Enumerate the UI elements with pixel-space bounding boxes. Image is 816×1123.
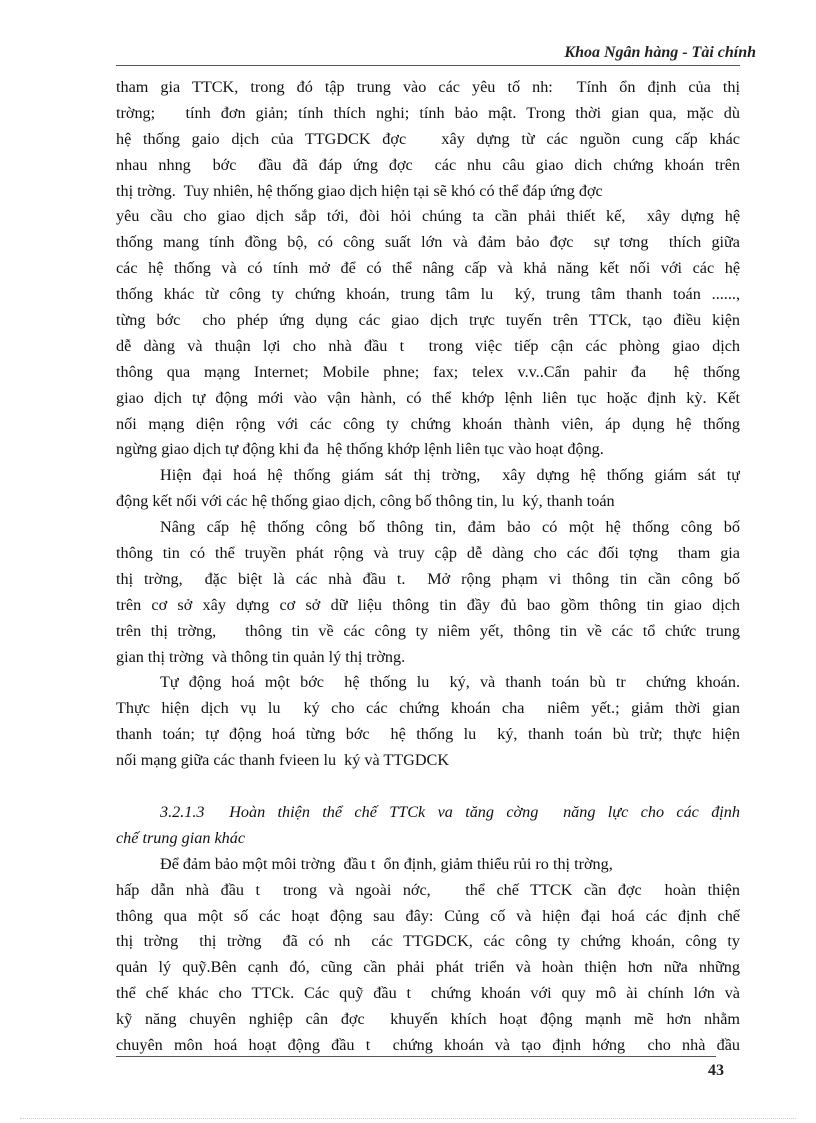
- paragraph-1: [116, 75, 740, 463]
- text-line: thị trờng. Tuy nhiên, hệ thống giao dịch hiện tại sẽ khó có thể đáp ứng đợc: [116, 181, 603, 200]
- text-line: Để đảm bảo một môi trờng đầu t ổn định, giảm thiểu rủi ro thị trờng,: [160, 854, 613, 873]
- text-line: thống mang tính đồng bộ, có công suất lớn và đảm bảo đợc sự tơng thích giữa: [116, 233, 740, 252]
- text-line: thông qua một số các hoạt động sau đây: Củng cố và hiện đại hoá các định chế: [116, 906, 740, 925]
- page-body: [116, 75, 740, 1059]
- text-line: giao dịch tự động mới vào vận hành, có thể khớp lệnh liên tục hoặc định kỳ. Kết: [116, 388, 740, 407]
- text-line: thị trờng, đặc biệt là các nhà đầu t. Mở rộng phạm vi thông tin cần công bố: [116, 569, 740, 588]
- text-line: yêu cầu cho giao dịch sắp tới, đòi hỏi chúng ta cần phải thiết kế, xây dựng hệ: [116, 207, 740, 226]
- text-line: chuyên môn hoá hoạt động đầu t chứng khoán và tạo định hớng cho nhà đầu: [116, 1035, 740, 1054]
- text-line: thị trờng thị trờng đã có nh các TTGDCK, các công ty chứng khoán, công ty: [116, 932, 740, 951]
- text-line: thông qua mạng Internet; Mobile phne; fax; telex v.v..Cẩn pahir đa hệ thống: [116, 362, 740, 381]
- text-line: thông tin có thể truyền phát rộng và truy cập dễ dàng cho các đối tợng tham gia: [116, 544, 740, 563]
- text-line: Hiện đại hoá hệ thống giám sát thị trờng, xây dựng hệ thống giám sát tự: [160, 466, 740, 485]
- text-line: Thực hiện dịch vụ lu ký cho các chứng khoán cha niêm yết.; giảm thời gian: [116, 699, 740, 718]
- heading-line: 3.2.1.3 Hoàn thiện thể chế TTCk va tăng cờng năng lực cho các định: [160, 802, 740, 821]
- text-line: gian thị trờng và thông tin quản lý thị trờng.: [116, 647, 406, 666]
- text-line: trên thị trờng, thông tin về các công ty niêm yết, thông tin về các tổ chức trung: [116, 621, 740, 640]
- text-line: nối mạng diện rộng với các công ty chứng khoán thành viên, áp dụng hệ thống: [116, 414, 740, 433]
- text-line: thể chế khác cho TTCk. Các quỹ đầu t chứng khoán với quy mô ài chính lớn và: [116, 984, 740, 1003]
- text-line: Tự động hoá một bớc hệ thống lu ký, và thanh toán bù tr chứng khoán.: [160, 673, 740, 692]
- text-line: các hệ thống và có tính mở để có thể nâng cấp và khả năng kết nối với các hệ: [116, 259, 740, 278]
- text-line: kỹ năng chuyên nghiệp cân đợc khuyến khích hoạt động mạnh mẽ hơn nhằm: [116, 1010, 740, 1029]
- heading-line: chế trung gian khác: [116, 828, 246, 847]
- text-line: dễ dàng và thuận lợi cho nhà đầu t trong việc tiếp cận các phòng giao dịch: [116, 336, 740, 355]
- text-line: động kết nối với các hệ thống giao dịch, công bố thông tin, lu ký, thanh toán: [116, 492, 615, 511]
- header-rule: [116, 65, 740, 66]
- text-line: thống khác từ công ty chứng khoán, trung tâm lu ký, trung tâm thanh toán ......,: [116, 285, 740, 304]
- text-line: tham gia TTCK, trong đó tập trung vào các yêu tố nh: Tính ổn định của thị: [116, 78, 740, 96]
- page-number: 43: [708, 1062, 724, 1079]
- paragraph-3: [116, 515, 740, 670]
- text-line: hấp dẫn nhà đầu t trong và ngoài nớc, thể chế TTCK cần đợc hoàn thiện: [116, 880, 740, 899]
- text-line: hệ thống gaio dịch của TTGDCK đợc xây dựng từ các nguồn cung cấp khác: [116, 129, 740, 148]
- paragraph-5: [116, 852, 740, 1059]
- text-line: trên cơ sở xây dựng cơ sở dữ liệu thông tin đầy đủ bao gồm thông tin giao dịch: [116, 595, 740, 614]
- paragraph-gap: [116, 774, 740, 800]
- section-heading: [116, 800, 740, 852]
- running-header: Khoa Ngân hàng - Tài chính: [564, 44, 756, 61]
- text-line: Nâng cấp hệ thống công bố thông tin, đảm bảo có một hệ thống công bố: [160, 518, 740, 537]
- paragraph-4: [116, 670, 740, 774]
- text-line: ngừng giao dịch tự động khi đa hệ thống khớp lệnh liên tục vào hoạt động.: [116, 440, 604, 459]
- text-line: nối mạng giữa các thanh fvieen lu ký và TTGDCK: [116, 751, 450, 770]
- footer-rule: [116, 1056, 716, 1057]
- text-line: nhau nhng bớc đầu đã đáp ứng đợc các nhu câu giao dich chứng khoán trên: [116, 155, 740, 174]
- text-line: thanh toán; tự động hoá từng bớc hệ thống lu ký, thanh toán bù trừ; thực hiện: [116, 725, 740, 744]
- text-line: từng bớc cho phép ứng dụng các giao dịch trực tuyến trên TTCk, tạo điều kiện: [116, 311, 740, 330]
- text-line: trờng; tính đơn giản; tính thích nghi; tính bảo mật. Trong thời gian qua, mặc dù: [116, 103, 740, 122]
- page-edge-dots: [20, 1118, 796, 1119]
- text-line: quản lý quỹ.Bên cạnh đó, cũng cần phải phát triển và hoàn thiện hơn nữa những: [116, 958, 740, 977]
- paragraph-2: [116, 463, 740, 515]
